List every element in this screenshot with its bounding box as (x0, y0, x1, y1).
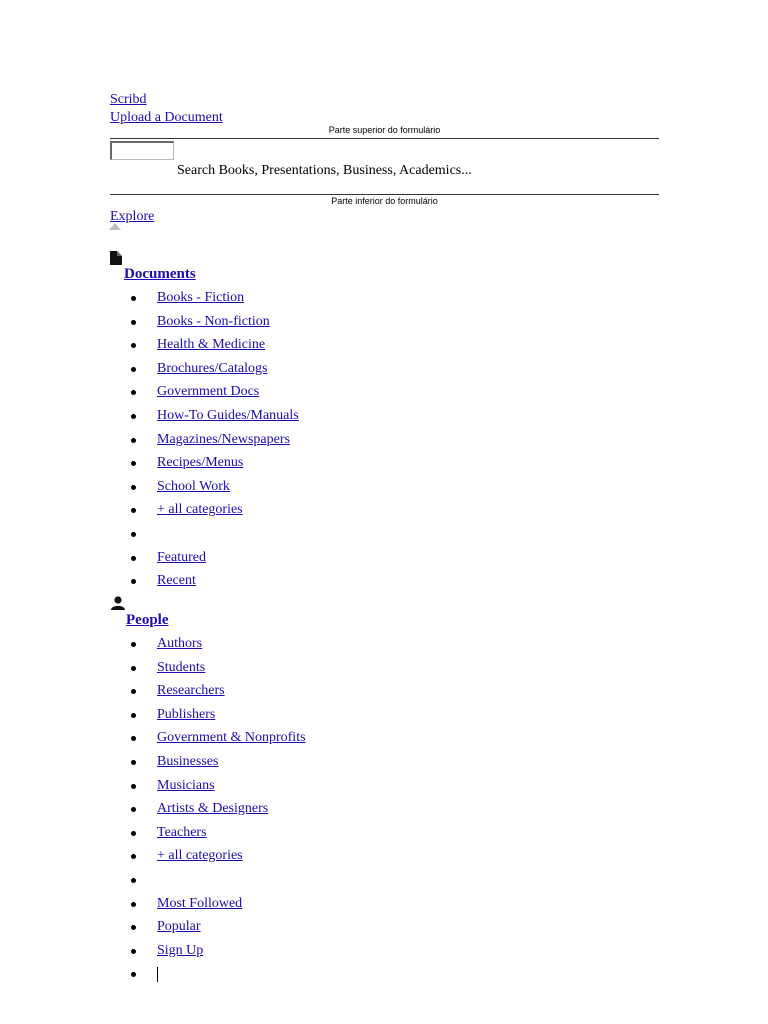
bullet-icon (131, 949, 136, 954)
bullet-icon (131, 689, 136, 694)
bullet-icon (131, 532, 136, 537)
search-description: Search Books, Presentations, Business, Academics... (177, 163, 472, 178)
bullet-icon (131, 736, 136, 741)
bullet-icon (131, 390, 136, 395)
people-link-popular[interactable]: Popular (157, 919, 201, 935)
bullet-icon (131, 461, 136, 466)
bullet-icon (131, 320, 136, 325)
bullet-icon (131, 902, 136, 907)
documents-link-magazines-newspapers[interactable]: Magazines/Newspapers (157, 431, 290, 447)
people-link-researchers[interactable]: Researchers (157, 683, 225, 699)
bullet-icon (131, 296, 136, 301)
upload-document-link[interactable]: Upload a Document (110, 110, 223, 125)
bullet-icon (131, 414, 136, 419)
documents-link-books-fiction[interactable]: Books - Fiction (157, 290, 245, 305)
people-link-sign-up[interactable]: Sign Up (157, 942, 204, 958)
document-icon (110, 251, 122, 270)
bullet-icon (131, 972, 136, 977)
bullet-icon (131, 642, 136, 647)
caret-up-icon (109, 223, 121, 230)
bullet-icon (131, 854, 136, 859)
bullet-icon (131, 713, 136, 718)
people-link-plus-all-categories[interactable]: + all categories (157, 848, 243, 864)
documents-link-brochures-catalogs[interactable]: Brochures/Catalogs (157, 360, 268, 376)
documents-link-recent[interactable]: Recent (157, 573, 196, 589)
people-link-teachers[interactable]: Teachers (157, 824, 207, 840)
bullet-icon (131, 831, 136, 836)
documents-link-featured[interactable]: Featured (157, 549, 206, 565)
people-link-most-followed[interactable]: Most Followed (157, 895, 243, 911)
bullet-icon (131, 343, 136, 348)
people-link-students[interactable]: Students (157, 659, 206, 675)
bullet-icon (131, 878, 136, 883)
documents-heading-link[interactable]: Documents (124, 266, 196, 282)
form-top-label: Parte superior do formulário (328, 125, 441, 135)
documents-link-government-docs[interactable]: Government Docs (157, 384, 260, 400)
bullet-icon (131, 784, 136, 789)
people-link-publishers[interactable]: Publishers (157, 706, 216, 722)
people-heading-link[interactable]: People (126, 612, 169, 628)
documents-link-books-non-fiction[interactable]: Books - Non-fiction (157, 313, 270, 329)
documents-link-plus-all-categories[interactable]: + all categories (157, 502, 243, 518)
documents-link-recipes-menus[interactable]: Recipes/Menus (157, 455, 244, 471)
people-link-musicians[interactable]: Musicians (157, 777, 215, 793)
bullet-icon (131, 925, 136, 930)
bullet-icon (131, 666, 136, 671)
bullet-icon (131, 556, 136, 561)
text-cursor (157, 967, 158, 982)
bullet-icon (131, 367, 136, 372)
form-bottom-label: Parte inferior do formulário (331, 196, 438, 206)
documents-link-health-and-medicine[interactable]: Health & Medicine (157, 337, 266, 353)
documents-link-how-to-guides-manuals[interactable]: How-To Guides/Manuals (157, 407, 299, 423)
scribd-link[interactable]: Scribd (110, 92, 147, 107)
person-icon (110, 596, 126, 615)
documents-link-school-work[interactable]: School Work (157, 478, 230, 494)
form-bottom-divider (110, 194, 659, 195)
people-link-businesses[interactable]: Businesses (157, 753, 219, 769)
bullet-icon (131, 807, 136, 812)
explore-link[interactable]: Explore (110, 209, 155, 224)
form-top-divider (110, 138, 659, 139)
bullet-icon (131, 508, 136, 513)
people-link-authors[interactable]: Authors (157, 636, 203, 651)
bullet-icon (131, 438, 136, 443)
people-link-government-and-nonprofits[interactable]: Government & Nonprofits (157, 730, 306, 746)
bullet-icon (131, 760, 136, 765)
bullet-icon (131, 485, 136, 490)
bullet-icon (131, 579, 136, 584)
search-input[interactable] (110, 141, 174, 160)
people-link-artists-and-designers[interactable]: Artists & Designers (157, 801, 269, 817)
